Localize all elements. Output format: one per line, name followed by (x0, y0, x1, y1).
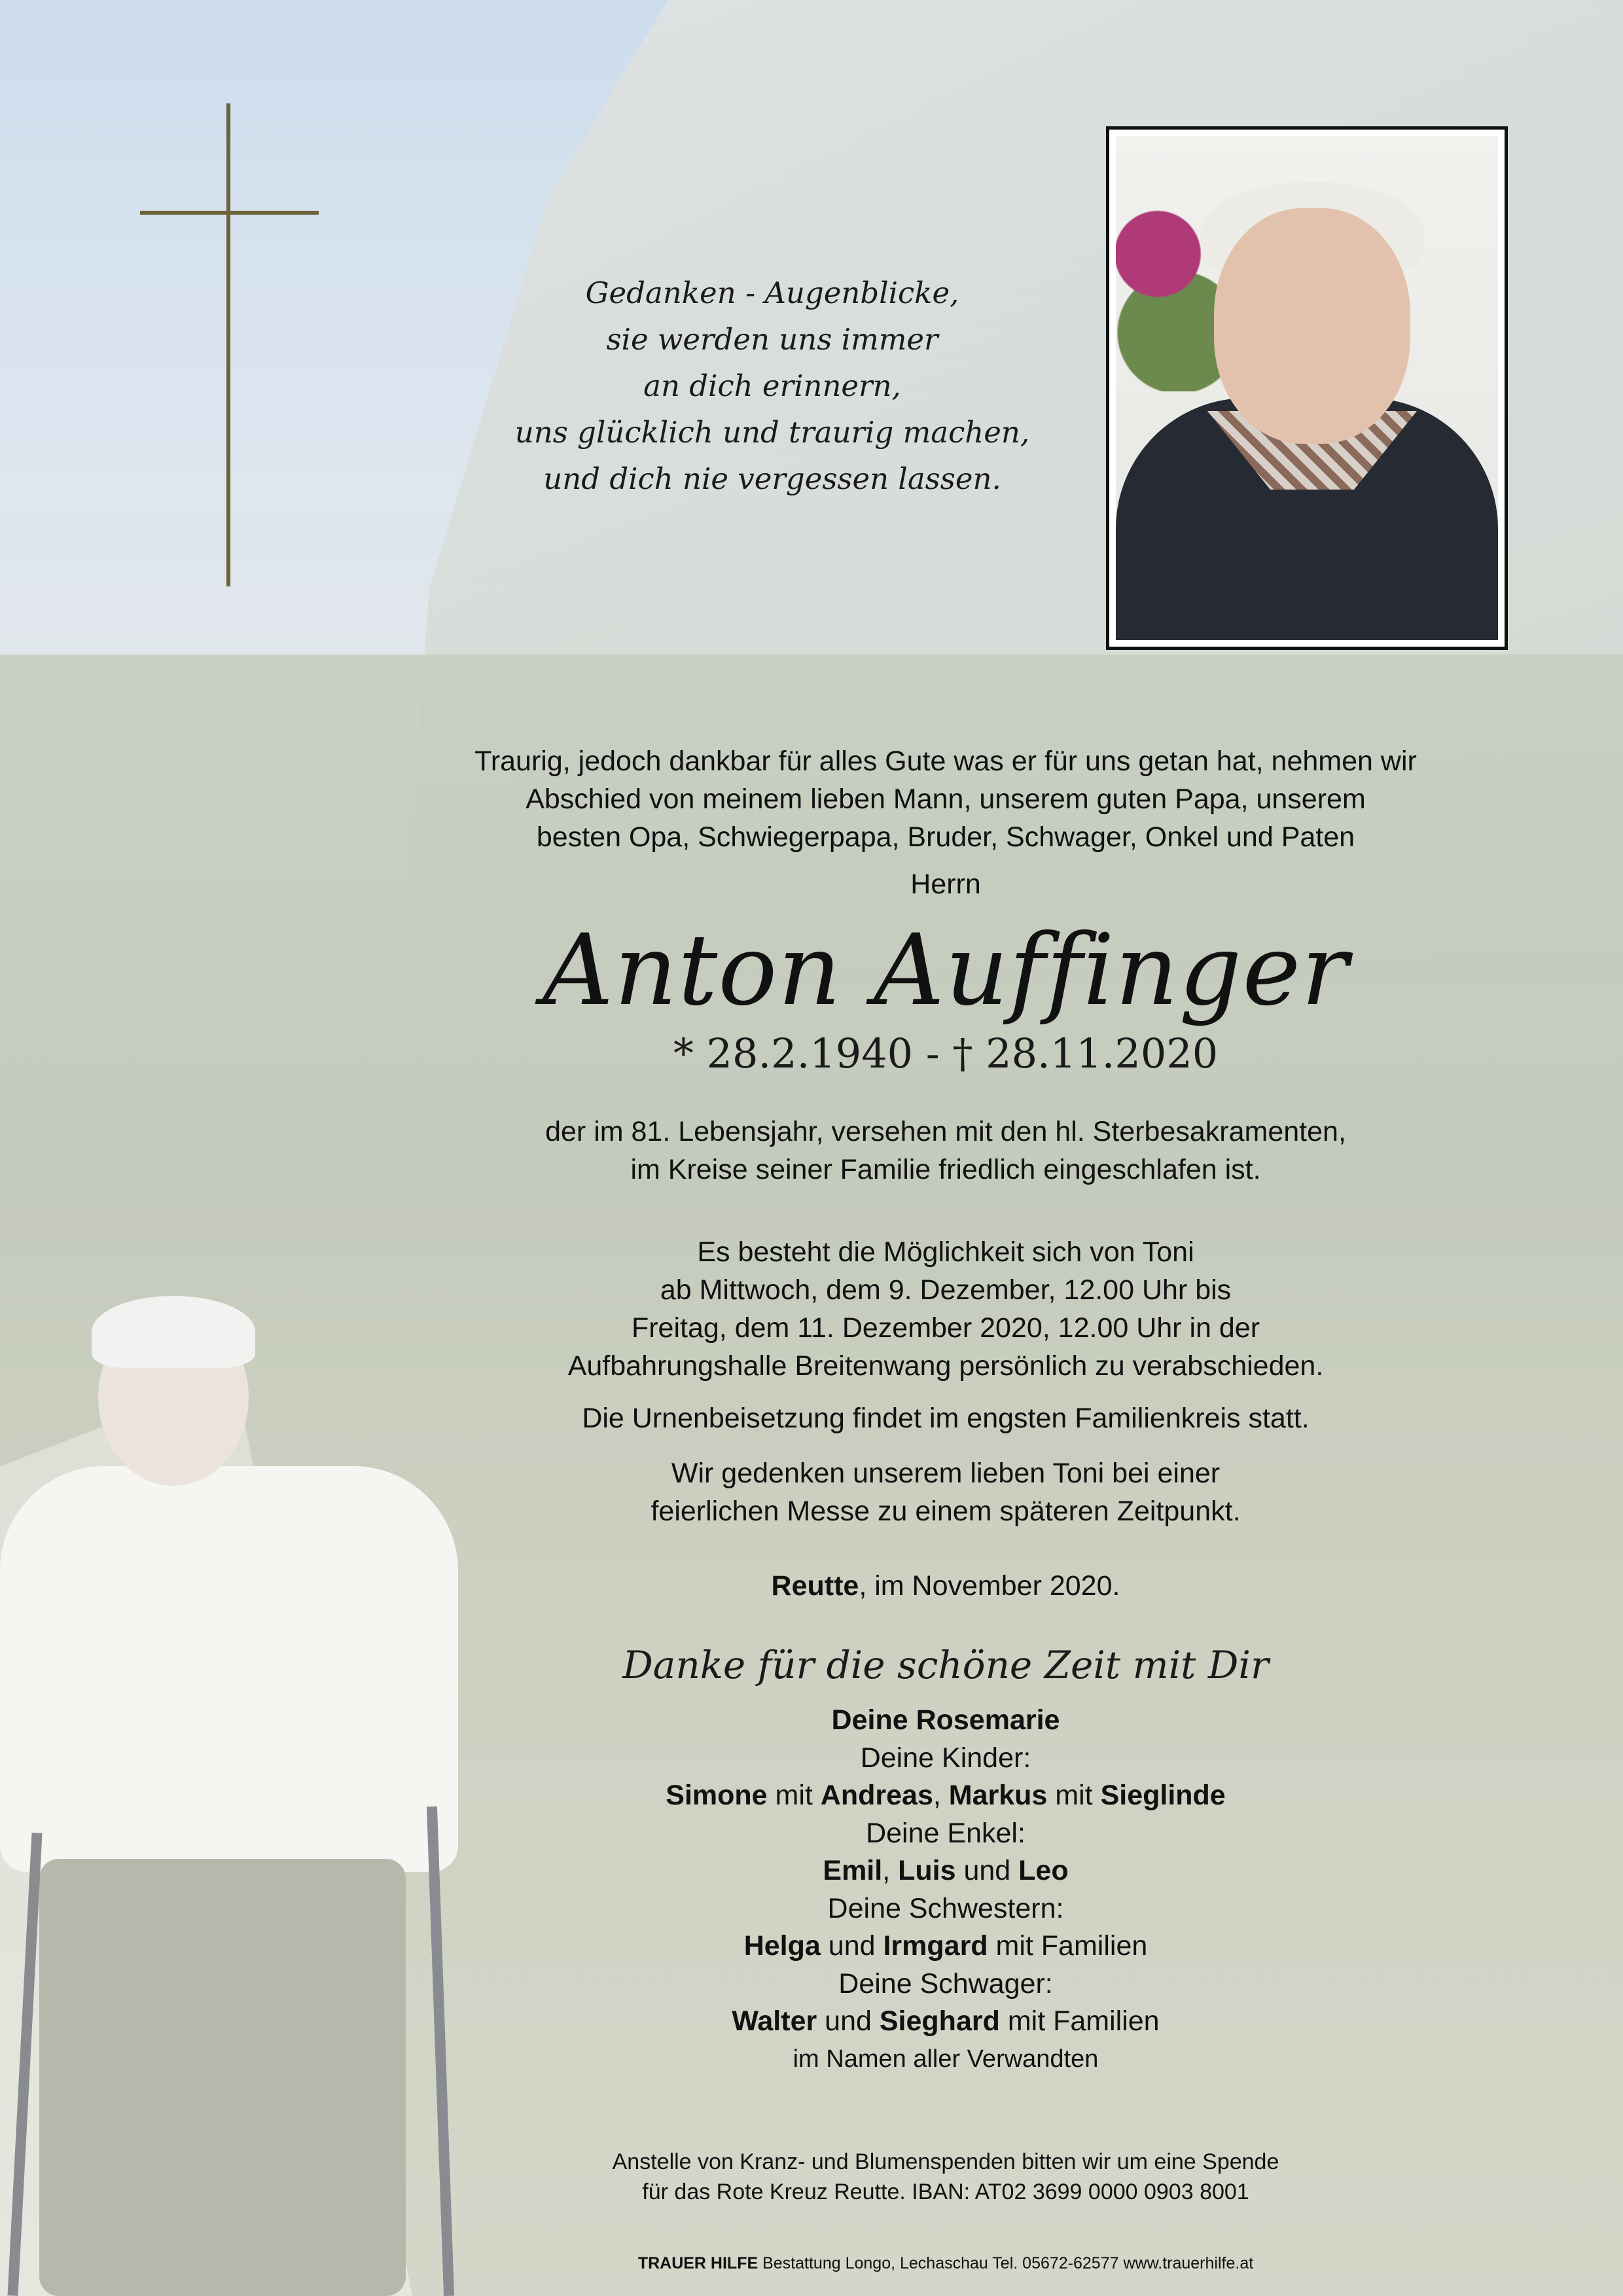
intro-line: Traurig, jedoch dankbar für alles Gute was er für uns getan hat, nehmen wir (474, 745, 1417, 777)
death-line: im Kreise seiner Familie friedlich eingeschlafen ist. (630, 1154, 1261, 1185)
footer-text: Bestattung Longo, Lechaschau Tel. 05672-62577 www.trauerhilfe.at (758, 2254, 1254, 2272)
family-label: Deine Enkel: (866, 1817, 1026, 1849)
poem-line: uns glücklich und traurig machen, (514, 415, 1030, 450)
viewing-line: ab Mittwoch, dem 9. Dezember, 12.00 Uhr bis (660, 1274, 1232, 1306)
poem-line: und dich nie vergessen lassen. (543, 461, 1001, 496)
donation-line: für das Rote Kreuz Reutte. IBAN: AT02 3699 0000 0903 8001 (642, 2179, 1249, 2204)
family-children: Simone mit Andreas, Markus mit Sieglinde (666, 1780, 1226, 1811)
thanks-line: Danke für die schöne Zeit mit Dir (622, 1643, 1269, 1687)
viewing-text (366, 1233, 1525, 1385)
family-grandchildren: Emil, Luis und Leo (823, 1855, 1069, 1886)
death-text (366, 1113, 1525, 1189)
place-date-text: , im November 2020. (859, 1570, 1120, 1602)
poem-line: Gedanken - Augenblicke, (585, 276, 959, 310)
place-city: Reutte (771, 1570, 859, 1602)
family-relatives: im Namen aller Verwandten (793, 2045, 1099, 2073)
mass-line: feierlichen Messe zu einem späteren Zeitpunkt. (651, 1496, 1241, 1527)
family-label: Deine Kinder: (860, 1742, 1031, 1774)
intro-text (366, 742, 1525, 856)
viewing-line: Freitag, dem 11. Dezember 2020, 12.00 Uhr in der (631, 1312, 1260, 1344)
salutation: Herrn (910, 869, 981, 900)
poem (458, 270, 1086, 502)
footer-brand: TRAUER HILFE (637, 2254, 758, 2272)
intro-line: Abschied von meinem lieben Mann, unserem guten Papa, unserem (526, 783, 1366, 815)
portrait-photo (1106, 126, 1508, 650)
viewing-line: Es besteht die Möglichkeit sich von Toni (697, 1236, 1194, 1268)
family-wife: Deine Rosemarie (831, 1704, 1060, 1736)
family-brothers-in-law: Walter und Sieghard mit Familien (732, 2005, 1160, 2037)
place-date (366, 1567, 1525, 1605)
life-dates: * 28.2.1940 - † 28.11.2020 (673, 1030, 1219, 1077)
deceased-name: Anton Auffinger (543, 914, 1349, 1028)
poem-line: sie werden uns immer (606, 322, 938, 357)
donation-text (366, 2147, 1525, 2207)
death-line: der im 81. Lebensjahr, versehen mit den hl. Sterbesakramenten, (545, 1116, 1346, 1147)
family-list (366, 1702, 1525, 2078)
family-label: Deine Schwestern: (827, 1892, 1064, 1924)
footer (366, 2252, 1525, 2274)
mass-line: Wir gedenken unserem lieben Toni bei einer (671, 1458, 1221, 1489)
mass-text (366, 1454, 1525, 1530)
intro-line: besten Opa, Schwiegerpapa, Bruder, Schwager, Onkel und Paten (536, 821, 1355, 853)
family-label: Deine Schwager: (838, 1967, 1053, 2000)
poem-line: an dich erinnern, (643, 368, 901, 403)
family-sisters: Helga und Irmgard mit Familien (743, 1930, 1148, 1962)
viewing-line: Aufbahrungshalle Breitenwang persönlich zu verabschieden. (567, 1350, 1324, 1382)
donation-line: Anstelle von Kranz- und Blumenspenden bitten wir um eine Spende (612, 2149, 1279, 2174)
urn-text: Die Urnenbeisetzung findet im engsten Familienkreis statt. (582, 1403, 1310, 1434)
